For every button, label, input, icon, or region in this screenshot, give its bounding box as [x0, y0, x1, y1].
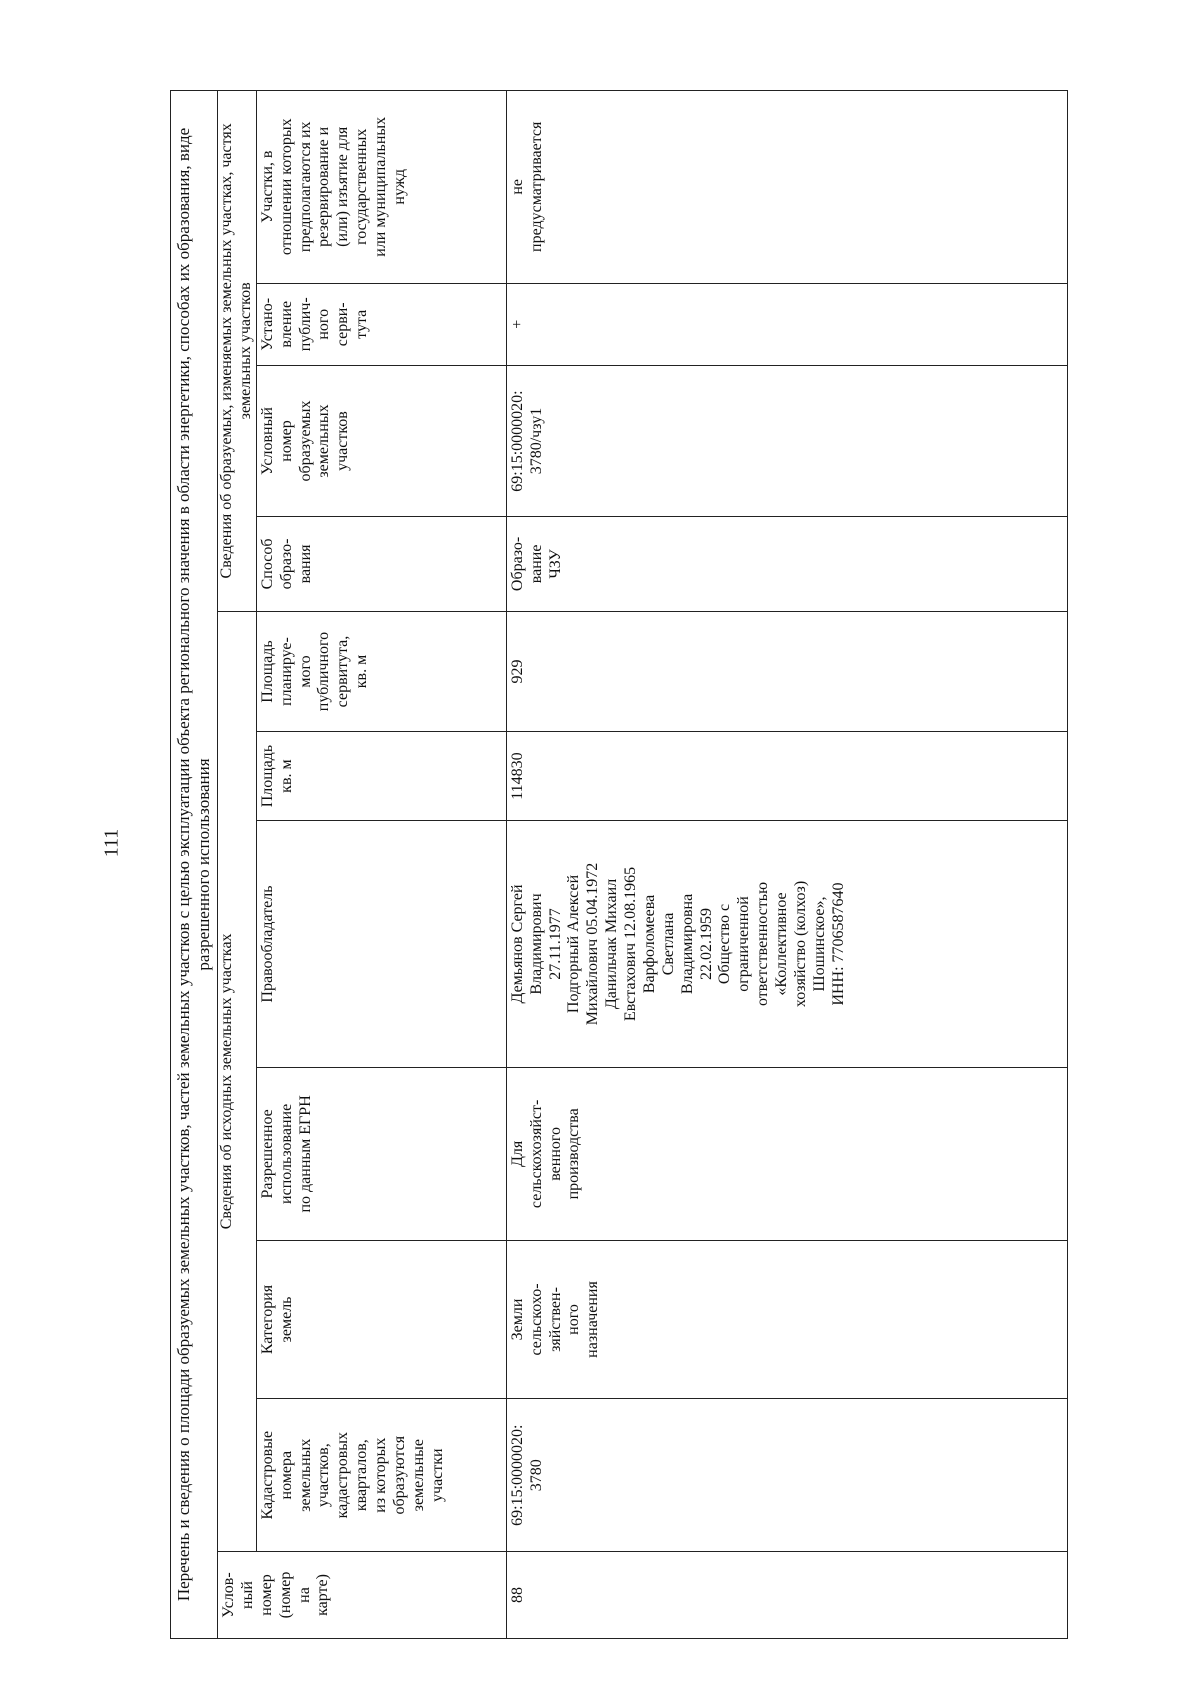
table-row [506, 91, 1067, 1639]
cell-number: 88 [506, 1552, 1067, 1639]
group-header-source-parcels: Сведения об исходных земельных участках [218, 611, 257, 1551]
cell-method: Образо- вание ЧЗУ [506, 517, 1067, 612]
header-area: Площадь кв. м [256, 732, 506, 821]
header-reservation: Участки, в отношении которых предполагаются их резервирование и (или) изъятие для государственных или муниципальных нужд [256, 91, 506, 284]
table-title: Перечень и сведения о площади образуемых земельных участков, частей земельных участков с целью эксплуатации объекта регионального значения в области энергетики, способах их образования, виде разрешенного использования [171, 91, 218, 1639]
header-cadastral-numbers: Кадастровые номера земельных участков, кадастровых кварталов, из которых образуются земельные участки [256, 1399, 506, 1552]
header-conditional-number: Услов- ный номер (номер на карте) [218, 1552, 507, 1639]
cell-usage: Для сельскохозяйст- венного производства [506, 1068, 1067, 1240]
header-permitted-use: Разрешенное использование по данным ЕГРН [256, 1068, 506, 1240]
cell-servitude: + [506, 283, 1067, 365]
cell-new-number: 69:15:0000020: 3780/чзу1 [506, 365, 1067, 516]
cell-owner: Демьянов Сергей Владимирович 27.11.1977 Подгорный Алексей Михайлович 05.04.1972 Данильчак Михаил Евстахович 12.08.1965 Варфоломеева Светлана Владимировна 22.02.1959 Общество с ограниченной ответственностью «Коллективное хозяйство (колхоз) Шошинское», ИНН: 7706587640 [506, 820, 1067, 1067]
header-servitude-area: Площадь планируе- мого публичного сервитута, кв. м [256, 611, 506, 732]
cell-area: 114830 [506, 732, 1067, 821]
cell-cadastral: 69:15:0000020: 3780 [506, 1399, 1067, 1552]
header-owner: Правообладатель [256, 820, 506, 1067]
cell-servitude-area: 929 [506, 611, 1067, 732]
parcels-table [170, 90, 1068, 1639]
cell-category: Земли сельскохо- зяйствен- ного назначения [506, 1240, 1067, 1399]
group-header-formed-parcels: Сведения об образуемых, изменяемых земельных участках, частях земельных участков [218, 91, 257, 612]
rotated-table-wrapper [170, 90, 1068, 1639]
header-servitude-establishment: Устано- вление публич- ного серви- тута [256, 283, 506, 365]
cell-reservation: не предусматривается [506, 91, 1067, 284]
page-number: 111 [100, 828, 123, 858]
header-land-category: Категория земель [256, 1240, 506, 1399]
header-formation-method: Способ образо- вания [256, 517, 506, 612]
header-new-parcel-number: Условный номер образуемых земельных участков [256, 365, 506, 516]
